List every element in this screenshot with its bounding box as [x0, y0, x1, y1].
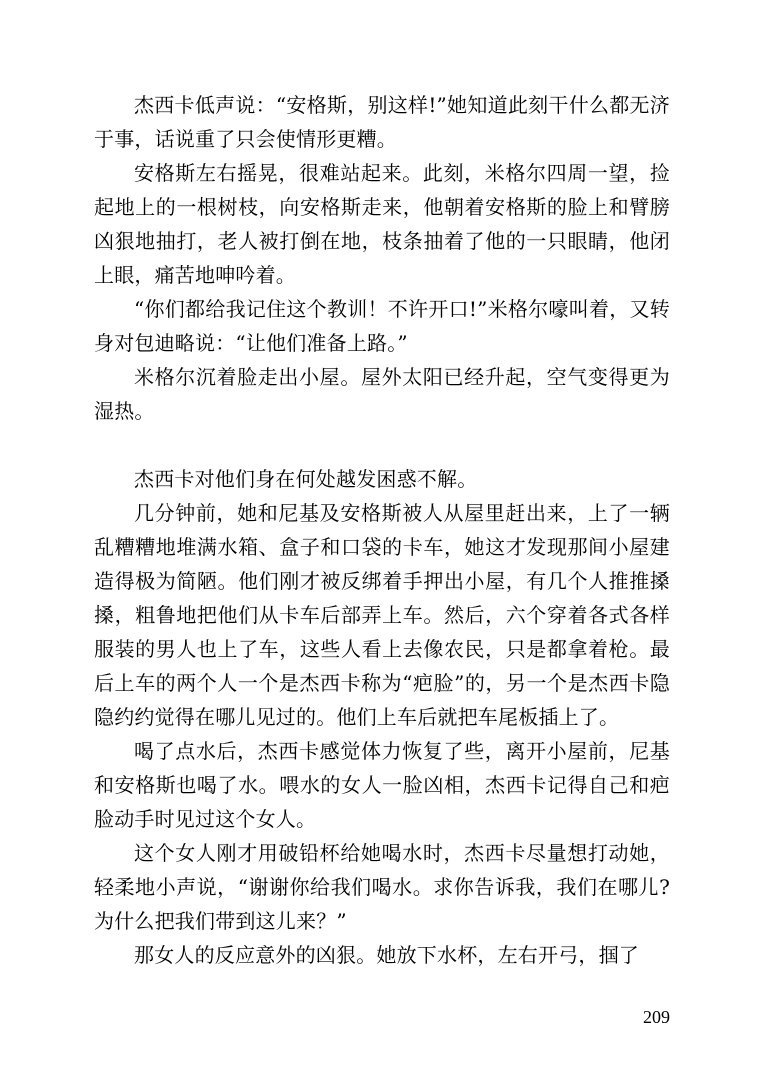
page-body [94, 88, 670, 972]
paragraph: 安格斯左右摇晃，很难站起来。此刻，米格尔四周一望，捡起地上的一根树枝，向安格斯走来，他朝着安格斯的脸上和臂膀凶狠地抽打，老人被打倒在地，枝条抽着了他的一只眼睛，他闭上眼，痛苦地呻吟着。 [94, 161, 670, 287]
section-break [94, 428, 670, 462]
paragraph: “你们都给我记住这个教训！不许开口!”米格尔嚎叫着，又转身对包迪略说：“让他们准备上路。” [94, 297, 670, 355]
paragraph: 那女人的反应意外的凶狠。她放下水杯，左右开弓，掴了 [134, 943, 639, 967]
paragraph: 米格尔沉着脸走出小屋。屋外太阳已经升起，空气变得更为湿热。 [94, 365, 670, 423]
paragraph: 杰西卡对他们身在何处越发困惑不解。 [134, 467, 478, 491]
paragraph: 这个女人刚才用破铅杯给她喝水时，杰西卡尽量想打动她，轻柔地小声说，“谢谢你给我们喝水。求你告诉我，我们在哪儿?为什么把我们带到这儿来？” [94, 841, 670, 933]
paragraph: 杰西卡低声说：“安格斯，别这样!”她知道此刻干什么都无济于事，话说重了只会使情形更糟。 [94, 93, 670, 151]
page-number: 209 [643, 1007, 670, 1027]
paragraph: 几分钟前，她和尼基及安格斯被人从屋里赶出来，上了一辆乱糟糟地堆满水箱、盒子和口袋的卡车，她这才发现那间小屋建造得极为简陋。他们刚才被反绑着手押出小屋，有几个人推推搡搡，粗鲁地把他们从卡车后部弄上车。然后，六个穿着各式各样服装的男人也上了车，这些人看上去像农民，只是都拿着枪。最后上车的两个人一个是杰西卡称为“疤脸”的，另一个是杰西卡隐隐约约觉得在哪儿见过的。他们上车后就把车尾板插上了。 [94, 501, 670, 729]
paragraph: 喝了点水后，杰西卡感觉体力恢复了些，离开小屋前，尼基和安格斯也喝了水。喂水的女人一脸凶相，杰西卡记得自己和疤脸动手时见过这个女人。 [94, 739, 670, 831]
